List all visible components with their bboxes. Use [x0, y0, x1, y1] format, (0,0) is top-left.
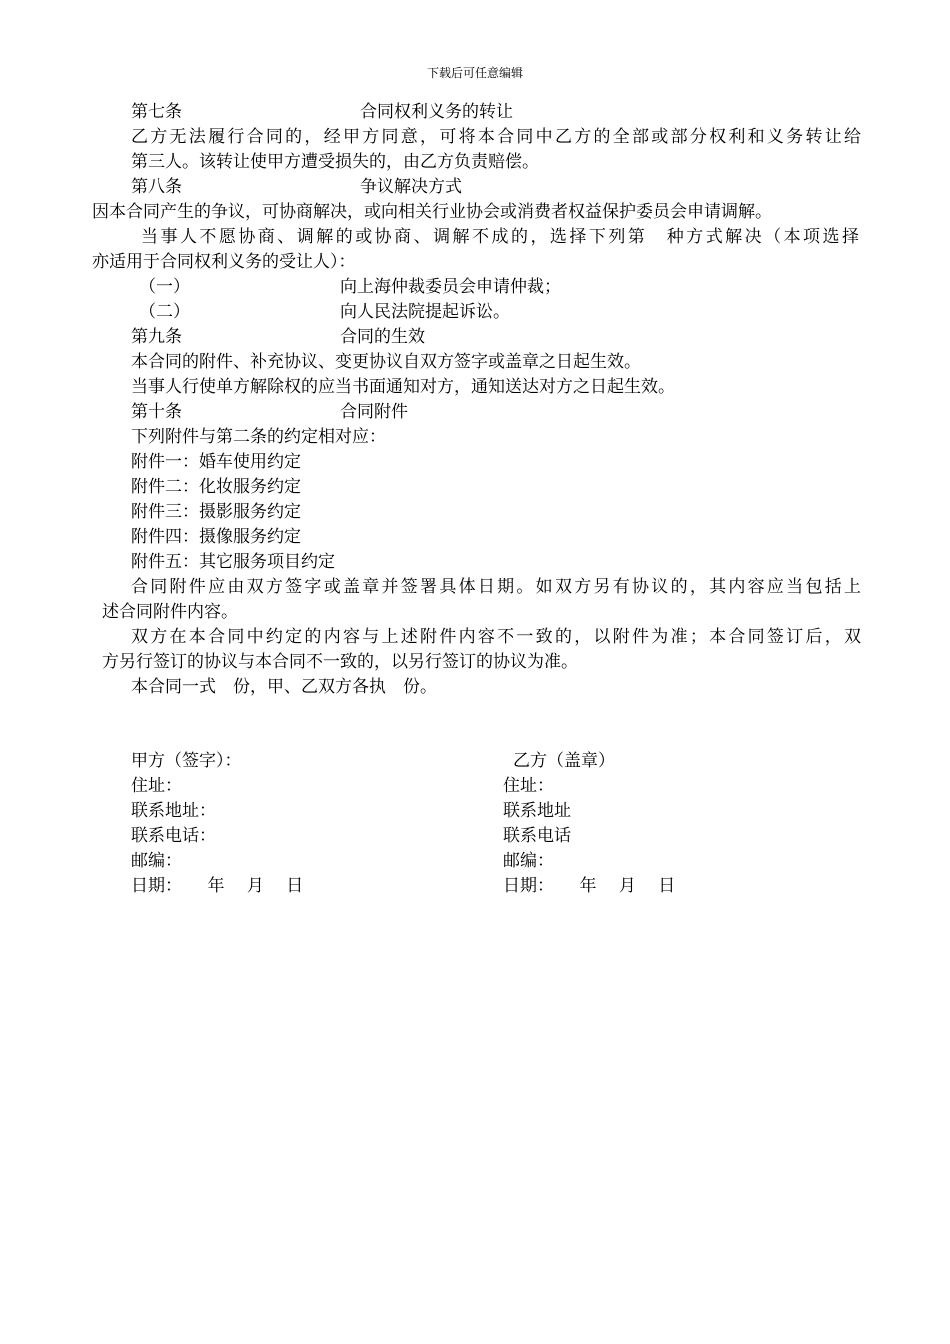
article-10-paragraph-4: 本合同一式 份，甲、乙双方各执 份。	[131, 677, 437, 697]
party-b-address: 住址：	[503, 776, 554, 796]
option-2-text: 向人民法院提起诉讼。	[340, 302, 510, 322]
article-10-intro: 下列附件与第二条的约定相对应：	[131, 427, 386, 447]
article-7-heading: 合同权利义务的转让	[360, 102, 513, 122]
attachment-item: 附件二：化妆服务约定	[131, 477, 301, 497]
party-b-phone: 联系电话	[503, 826, 571, 846]
party-a-phone: 联系电话：	[131, 826, 216, 846]
option-1-label: （一）	[139, 277, 190, 297]
article-9-paragraph-2: 当事人行使单方解除权的应当书面通知对方，通知送达对方之日起生效。	[131, 377, 675, 397]
article-10-paragraph-3-line-1: 双方在本合同中约定的内容与上述附件内容不一致的，以附件为准；本合同签订后，双	[131, 627, 861, 647]
article-9-heading: 合同的生效	[340, 327, 425, 347]
party-b-contact-address: 联系地址	[503, 801, 571, 821]
page-header: 下载后可任意编辑	[426, 66, 523, 80]
article-7-paragraph-line-2: 第三人。该转让使甲方遭受损失的，由乙方负责赔偿。	[131, 152, 539, 172]
article-8-paragraph-2-line-2: 亦适用于合同权利义务的受让人）：	[92, 252, 356, 272]
article-8-number: 第八条	[131, 177, 182, 197]
party-a-address: 住址：	[131, 776, 182, 796]
article-8-paragraph-1: 因本合同产生的争议，可协商解决，或向相关行业协会或消费者权益保护委员会申请调解。	[92, 202, 772, 222]
attachment-item: 附件四：摄像服务约定	[131, 527, 301, 547]
option-1-text: 向上海仲裁委员会申请仲裁；	[340, 277, 561, 297]
article-7-paragraph-line-1: 乙方无法履行合同的，经甲方同意，可将本合同中乙方的全部或部分权利和义务转让给	[131, 127, 861, 147]
article-10-number: 第十条	[131, 402, 182, 422]
article-10-paragraph-3-line-2: 方另行签订的协议与本合同不一致的，以另行签订的协议为准。	[102, 652, 578, 672]
option-2-label: （二）	[139, 302, 190, 322]
article-10-paragraph-2-line-1: 合同附件应由双方签字或盖章并签署具体日期。如双方另有协议的，其内容应当包括上	[131, 577, 861, 597]
article-10-paragraph-2-line-2: 述合同附件内容。	[102, 602, 238, 622]
article-9-number: 第九条	[131, 327, 182, 347]
party-b-date: 日期： 年 月 日	[503, 876, 676, 896]
article-8-paragraph-2-line-1: 当事人不愿协商、调解的或协商、调解不成的，选择下列第 种方式解决（本项选择	[141, 227, 859, 247]
article-8-heading: 争议解决方式	[360, 177, 462, 197]
article-9-paragraph-1: 本合同的附件、补充协议、变更协议自双方签字或盖章之日起生效。	[131, 352, 641, 372]
attachment-item: 附件五：其它服务项目约定	[131, 552, 335, 572]
article-7-number: 第七条	[131, 102, 182, 122]
party-a-postcode: 邮编：	[131, 851, 182, 871]
party-b-postcode: 邮编：	[503, 851, 554, 871]
party-a-date: 日期： 年 月 日	[131, 876, 304, 896]
attachment-item: 附件三：摄影服务约定	[131, 502, 301, 522]
attachment-item: 附件一：婚车使用约定	[131, 452, 301, 472]
party-b-title: 乙方（盖章）	[513, 751, 615, 771]
party-a-contact-address: 联系地址：	[131, 801, 216, 821]
party-a-title: 甲方（签字）：	[131, 751, 242, 771]
article-10-heading: 合同附件	[340, 402, 408, 422]
